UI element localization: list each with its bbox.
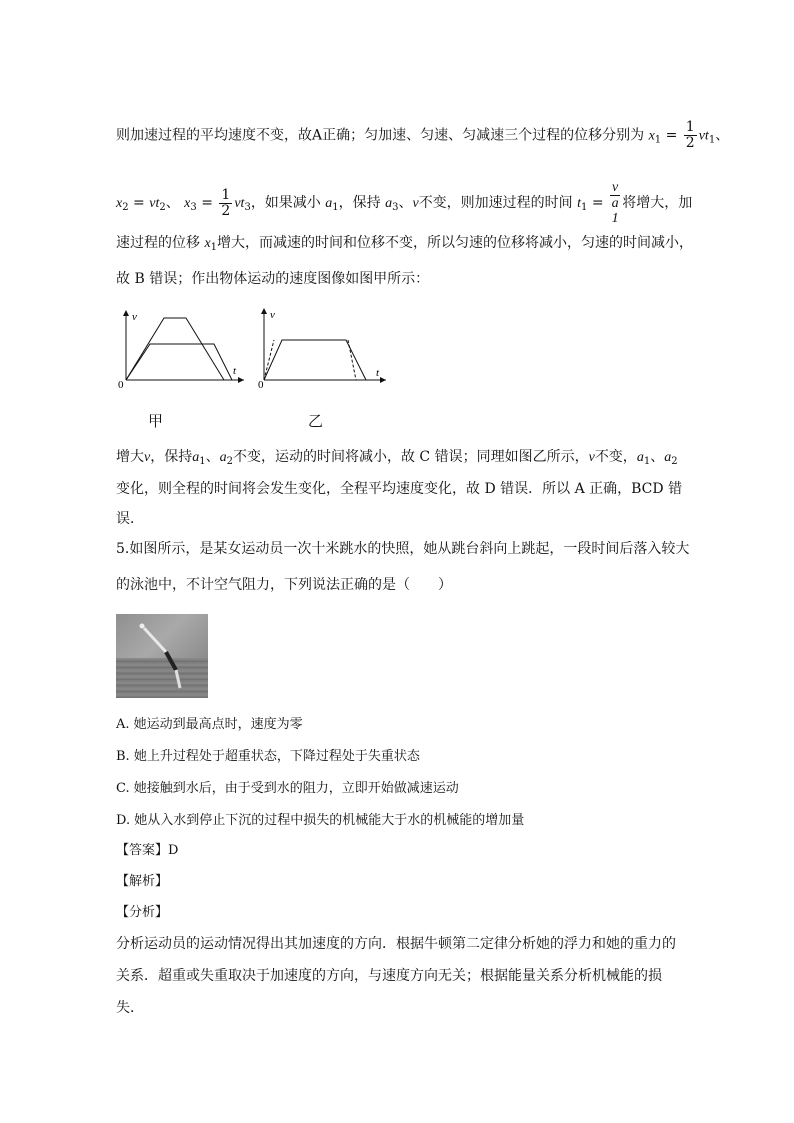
- origin-label: 0: [118, 379, 124, 391]
- para1-line4: 故 B 错误；作出物体运动的速度图像如图甲所示：: [116, 271, 430, 287]
- option-a: A. 她运动到最高点时，速度为零: [116, 717, 303, 732]
- fenxi-line-1: 分析运动员的运动情况得出其加速度的方向．根据牛顿第二定律分析她的浮力和她的重力的: [116, 936, 676, 952]
- para1-line1-text: 则加速过程的平均速度不变，故A正确；匀加速、匀速、匀减速三个过程的位移分别为: [116, 127, 645, 144]
- diver-photo: [116, 614, 208, 698]
- fraction-half: $\frac{1}{2}$: [685, 119, 695, 151]
- para2-line3: 误．: [116, 511, 144, 527]
- question-line1: 5.如图所示，是某女运动员一次十米跳水的快照，她从跳台斜向上跳起，一段时间后落入较大: [116, 541, 690, 557]
- answer: [116, 842, 178, 860]
- graph-line-a: [126, 318, 224, 380]
- v-label: v: [132, 311, 137, 323]
- graph-line-dashed-right: [348, 340, 356, 380]
- para2-line1: 增大v，保持$a_1$、$a_2$不变，运动的时间将减小，故 C 错误；同理如图乙所示，v不变，$a_1$、$a_2$: [116, 449, 678, 467]
- option-c: C. 她接触到水后，由于受到水的阻力，立即开始做减速运动: [116, 781, 459, 796]
- analysis-label: 【解析】: [116, 874, 169, 889]
- para1-line1: 则加速过程的平均速度不变，故A正确；匀加速、匀速、匀减速三个过程的位移分别为 $x_1$ = $\frac{1}{2}$ $vt_1$、: [116, 119, 730, 151]
- answer-label: 【答案】: [116, 843, 169, 858]
- velocity-graph-jia: [116, 306, 250, 394]
- fenxi-line-2: 关系．超重或失重取决于加速度的方向，与速度方向无关；根据能量关系分析机械能的损: [116, 968, 662, 984]
- svg-text:0: 0: [258, 379, 264, 391]
- caption-yi: 乙: [308, 412, 324, 430]
- answer-value: D: [168, 843, 179, 858]
- graph-line-b: [126, 344, 232, 380]
- svg-text:t: t: [376, 367, 380, 379]
- t-label: t: [233, 365, 237, 377]
- graph-line-solid: [264, 340, 366, 380]
- option-b: B. 她上升过程处于超重状态，下降过程处于失重状态: [116, 749, 420, 764]
- fenxi-line-3: 失．: [116, 1000, 144, 1016]
- caption-jia: 甲: [148, 412, 164, 430]
- svg-text:v: v: [270, 309, 275, 321]
- para1-line2: $x_2 = vt_2$、 $x_3$ = $\frac{1}{2}$ $vt_3$，如果减小 $a_1$，保持 $a_3$、v不变，则加速过程的时间 $t_1$ = v a 1 将增大，加: [116, 180, 693, 226]
- para2-line2: 变化，则全程的时间将会发生变化，全程平均速度变化，故 D 错误．所以 A 正确，BCD 错: [116, 481, 683, 497]
- question-line2: 的泳池中，不计空气阻力，下列说法正确的是（ ）: [116, 577, 452, 593]
- velocity-graph-yi: [258, 306, 392, 394]
- option-d: D. 她从入水到停止下沉的过程中损失的机械能大于水的机械能的增加量: [116, 813, 525, 828]
- para1-line3: 速过程的位移 $x_1$增大，而减速的时间和位移不变，所以匀速的位移将减小，匀速的时间减小，: [116, 235, 694, 253]
- fenxi-label: 【分析】: [116, 905, 169, 920]
